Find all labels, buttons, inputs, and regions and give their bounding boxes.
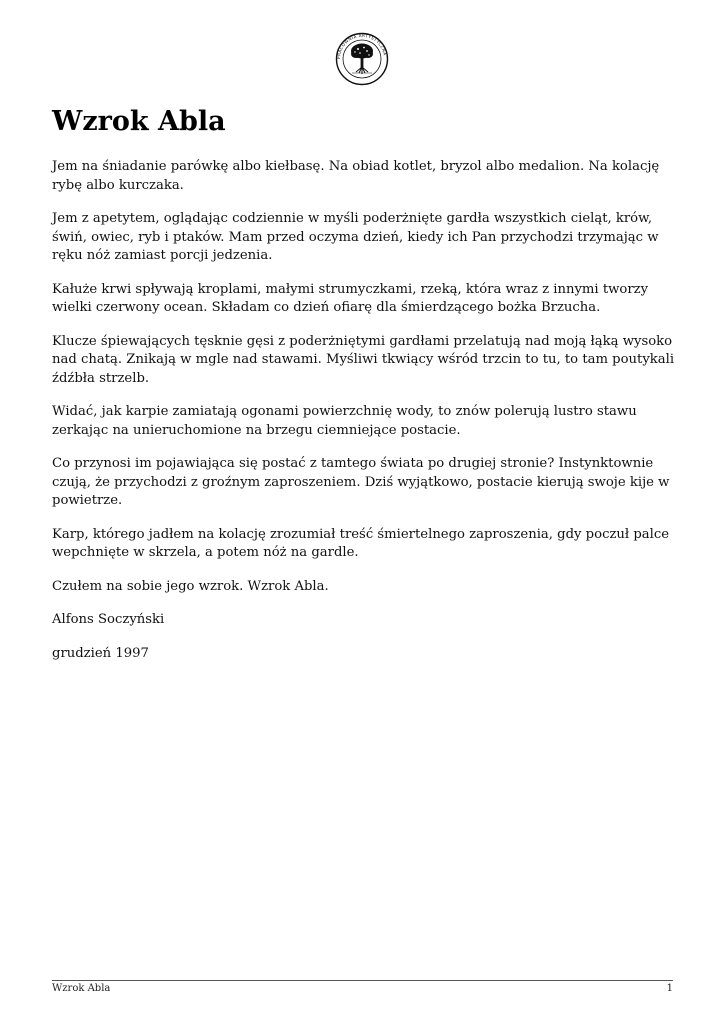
paragraph: Kałuże krwi spływają kroplami, małymi strumyczkami, rzeką, która wraz z innymi tworzy wielki czerwony ocean. Składam co dzień ofiarę dla śmierdzącego bożka Brzucha. [52,281,649,315]
paragraph: Klucze śpiewających tęsknie gęsi z poderżniętymi gardłami przelatują nad moją łąką wysoko nad chatą. Znikają w mgle nad stawami. Myśliwi tkwiący wśród trzcin to tu, to tam poutykali źdźbła strzelb. [52,333,675,386]
page-number: 1 [666,983,673,994]
author-signature: Alfons Soczyński [52,612,165,627]
document-date: grudzień 1997 [52,645,149,661]
document-title: Wzrok Abla [52,106,226,137]
paragraph: Widać, jak karpie zamiatają ogonami powierzchnię wody, to znów polerują lustro stawu zerkając na unieruchomione na brzegu ciemniejące postacie. [52,404,637,438]
paragraph: Jem z apetytem, oglądając codziennie w myśli poderżnięte gardła wszystkich cieląt, krów, świń, owiec, ryb i ptaków. Mam przed oczyma dzień, kiedy ich Pan przychodzi trzymając w ręku nóż zamiast porcji jedzenia. [52,211,659,263]
paragraph: Jem na śniadanie parówkę albo kiełbasę. Na obiad kotlet, bryzol albo medalion. Na kolację rybę albo kurczaka. [52,159,660,193]
paragraph: Czułem na sobie jego wzrok. Wzrok Abla. [52,578,329,594]
footer-divider [52,980,673,981]
paragraph: Co przynosi im pojawiająca się postać z tamtego świata po drugiej stronie? Instynktownie czują, że przychodzi z groźnym zaproszeniem. Dziś wyjątkowo, postacie kierują swoje kije w powietrze. [52,456,670,508]
paragraph: Karp, którego jadłem na kolację zrozumiał treść śmiertelnego zaproszenia, gdy poczuł palce wepchnięte w skrzela, a potem nóż na gardle. [52,526,670,560]
footer-title: Wzrok Abla [52,983,111,994]
tree-seal-icon [335,32,389,86]
document-body [52,158,677,678]
seal-ring-text: PRACOWNIA ARTYSTYCZNA [335,32,388,60]
